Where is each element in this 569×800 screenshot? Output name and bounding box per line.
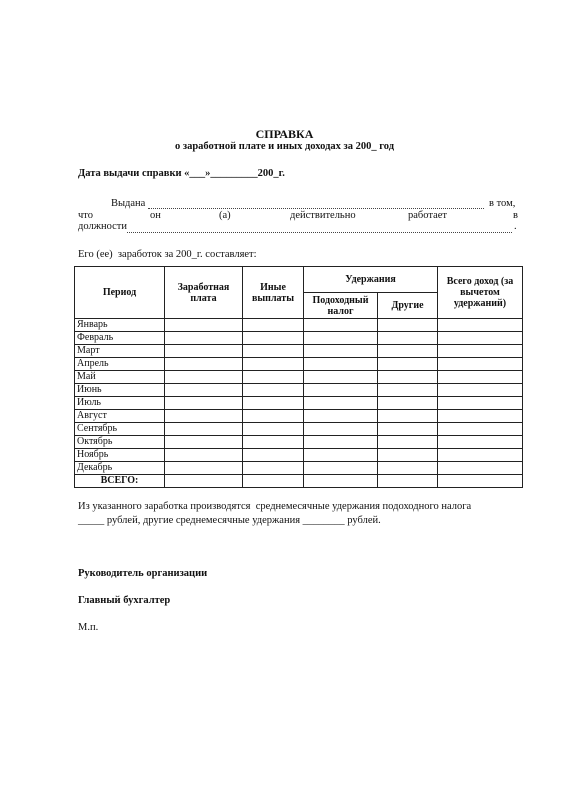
month-label: Март [75,345,165,358]
total-income-cell[interactable] [438,371,523,384]
other-deductions-header: Другие [378,293,438,319]
total-income-cell[interactable] [438,423,523,436]
table-row [75,462,523,475]
other-deductions-cell[interactable] [378,384,438,397]
other-payments-cell[interactable] [243,410,304,423]
position-label: должности [78,221,127,232]
total-income-cell[interactable] [438,384,523,397]
income-tax-header: Подоходный налог [304,293,378,319]
other-payments-cell[interactable] [243,358,304,371]
salary-cell[interactable] [165,423,243,436]
income-tax-cell[interactable] [304,358,378,371]
total-income-cell[interactable] [438,449,523,462]
other-payments-cell[interactable] [243,332,304,345]
other-payments-cell[interactable] [243,423,304,436]
income-tax-cell[interactable] [304,332,378,345]
other-deductions-cell[interactable] [378,319,438,332]
salary-cell[interactable] [165,410,243,423]
table-row [75,410,523,423]
month-label: Июнь [75,384,165,397]
income-tax-cell[interactable] [304,436,378,449]
salary-cell[interactable] [165,358,243,371]
period-header: Период [75,267,165,319]
table-row [75,397,523,410]
total-income-cell[interactable] [438,358,523,371]
other-deductions-cell[interactable] [378,397,438,410]
other-deductions-cell[interactable] [378,358,438,371]
document-subtitle: о заработной плате и иных доходах за 200_ год [174,141,395,152]
income-tax-cell[interactable] [304,371,378,384]
other-payments-cell[interactable] [243,462,304,475]
table-row [75,423,523,436]
salary-cell[interactable] [165,345,243,358]
director-signature-label: Руководитель организации [78,568,208,579]
document-title: СПРАВКА [255,127,314,141]
earnings-table [74,266,523,488]
issued-label: Выдана [111,198,146,209]
total-income-cell[interactable] [438,397,523,410]
other-deductions-cell[interactable] [378,410,438,423]
actually-label: действительно [290,210,356,221]
table-row [75,345,523,358]
other-payments-cell[interactable] [243,397,304,410]
total-salary-cell[interactable] [165,475,243,488]
to-that-label: в том, [489,198,516,209]
total-other-deductions-cell[interactable] [378,475,438,488]
salary-cell[interactable] [165,449,243,462]
works-label: работает [408,210,447,221]
total-income-cell[interactable] [438,319,523,332]
month-label: Январь [75,319,165,332]
total-income-cell[interactable] [438,475,523,488]
month-label: Октябрь [75,436,165,449]
total-income-tax-cell[interactable] [304,475,378,488]
total-income-header: Всего доход (за вычетом удержаний) [438,267,523,319]
income-tax-cell[interactable] [304,410,378,423]
income-tax-cell[interactable] [304,345,378,358]
table-row [75,358,523,371]
month-label: Апрель [75,358,165,371]
table-row [75,319,523,332]
salary-cell[interactable] [165,397,243,410]
gender-suffix-label: (а) [219,210,231,221]
month-label: Декабрь [75,462,165,475]
position-end-mark: . [514,221,517,232]
total-label: ВСЕГО: [75,475,165,488]
month-label: Май [75,371,165,384]
table-row [75,332,523,345]
other-deductions-cell[interactable] [378,332,438,345]
income-tax-cell[interactable] [304,423,378,436]
other-payments-cell[interactable] [243,319,304,332]
month-label: Февраль [75,332,165,345]
total-income-cell[interactable] [438,436,523,449]
income-tax-cell[interactable] [304,384,378,397]
footnote-line-2: _____ рублей, другие среднемесячные удержания ________ рублей. [78,515,381,526]
total-income-cell[interactable] [438,332,523,345]
total-income-cell[interactable] [438,345,523,358]
salary-cell[interactable] [165,462,243,475]
salary-cell[interactable] [165,436,243,449]
salary-cell[interactable] [165,371,243,384]
salary-cell[interactable] [165,319,243,332]
income-tax-cell[interactable] [304,319,378,332]
month-label: Август [75,410,165,423]
table-row [75,384,523,397]
total-income-cell[interactable] [438,462,523,475]
income-tax-cell[interactable] [304,462,378,475]
total-other-payments-cell[interactable] [243,475,304,488]
deductions-header: Удержания [304,267,438,293]
he-label: он [150,210,161,221]
income-tax-cell[interactable] [304,449,378,462]
other-payments-header: Иные выплаты [243,267,304,319]
position-field[interactable] [127,232,512,233]
salary-cell[interactable] [165,332,243,345]
other-deductions-cell[interactable] [378,345,438,358]
total-income-cell[interactable] [438,410,523,423]
month-label: Ноябрь [75,449,165,462]
other-deductions-cell[interactable] [378,462,438,475]
other-deductions-cell[interactable] [378,449,438,462]
other-deductions-cell[interactable] [378,423,438,436]
other-payments-cell[interactable] [243,371,304,384]
table-row [75,436,523,449]
accountant-signature-label: Главный бухгалтер [78,595,171,606]
issued-to-field[interactable] [148,208,484,209]
earnings-line: Его (ее) заработок за 200_г. составляет: [78,249,257,260]
other-payments-cell[interactable] [243,449,304,462]
other-deductions-cell[interactable] [378,436,438,449]
in-label: в [513,210,518,221]
footnote-line-1: Из указанного заработка производятся среднемесячные удержания подоходного налога [78,501,472,512]
table-row [75,371,523,384]
other-payments-cell[interactable] [243,436,304,449]
salary-header: Заработная плата [165,267,243,319]
month-label: Июль [75,397,165,410]
other-payments-cell[interactable] [243,384,304,397]
that-label: что [78,210,93,221]
income-tax-cell[interactable] [304,397,378,410]
issue-date-line: Дата выдачи справки «___»_________200_г. [78,168,285,179]
month-label: Сентябрь [75,423,165,436]
stamp-label: М.п. [78,622,99,633]
other-payments-cell[interactable] [243,345,304,358]
salary-cell[interactable] [165,384,243,397]
table-row [75,449,523,462]
other-deductions-cell[interactable] [378,371,438,384]
